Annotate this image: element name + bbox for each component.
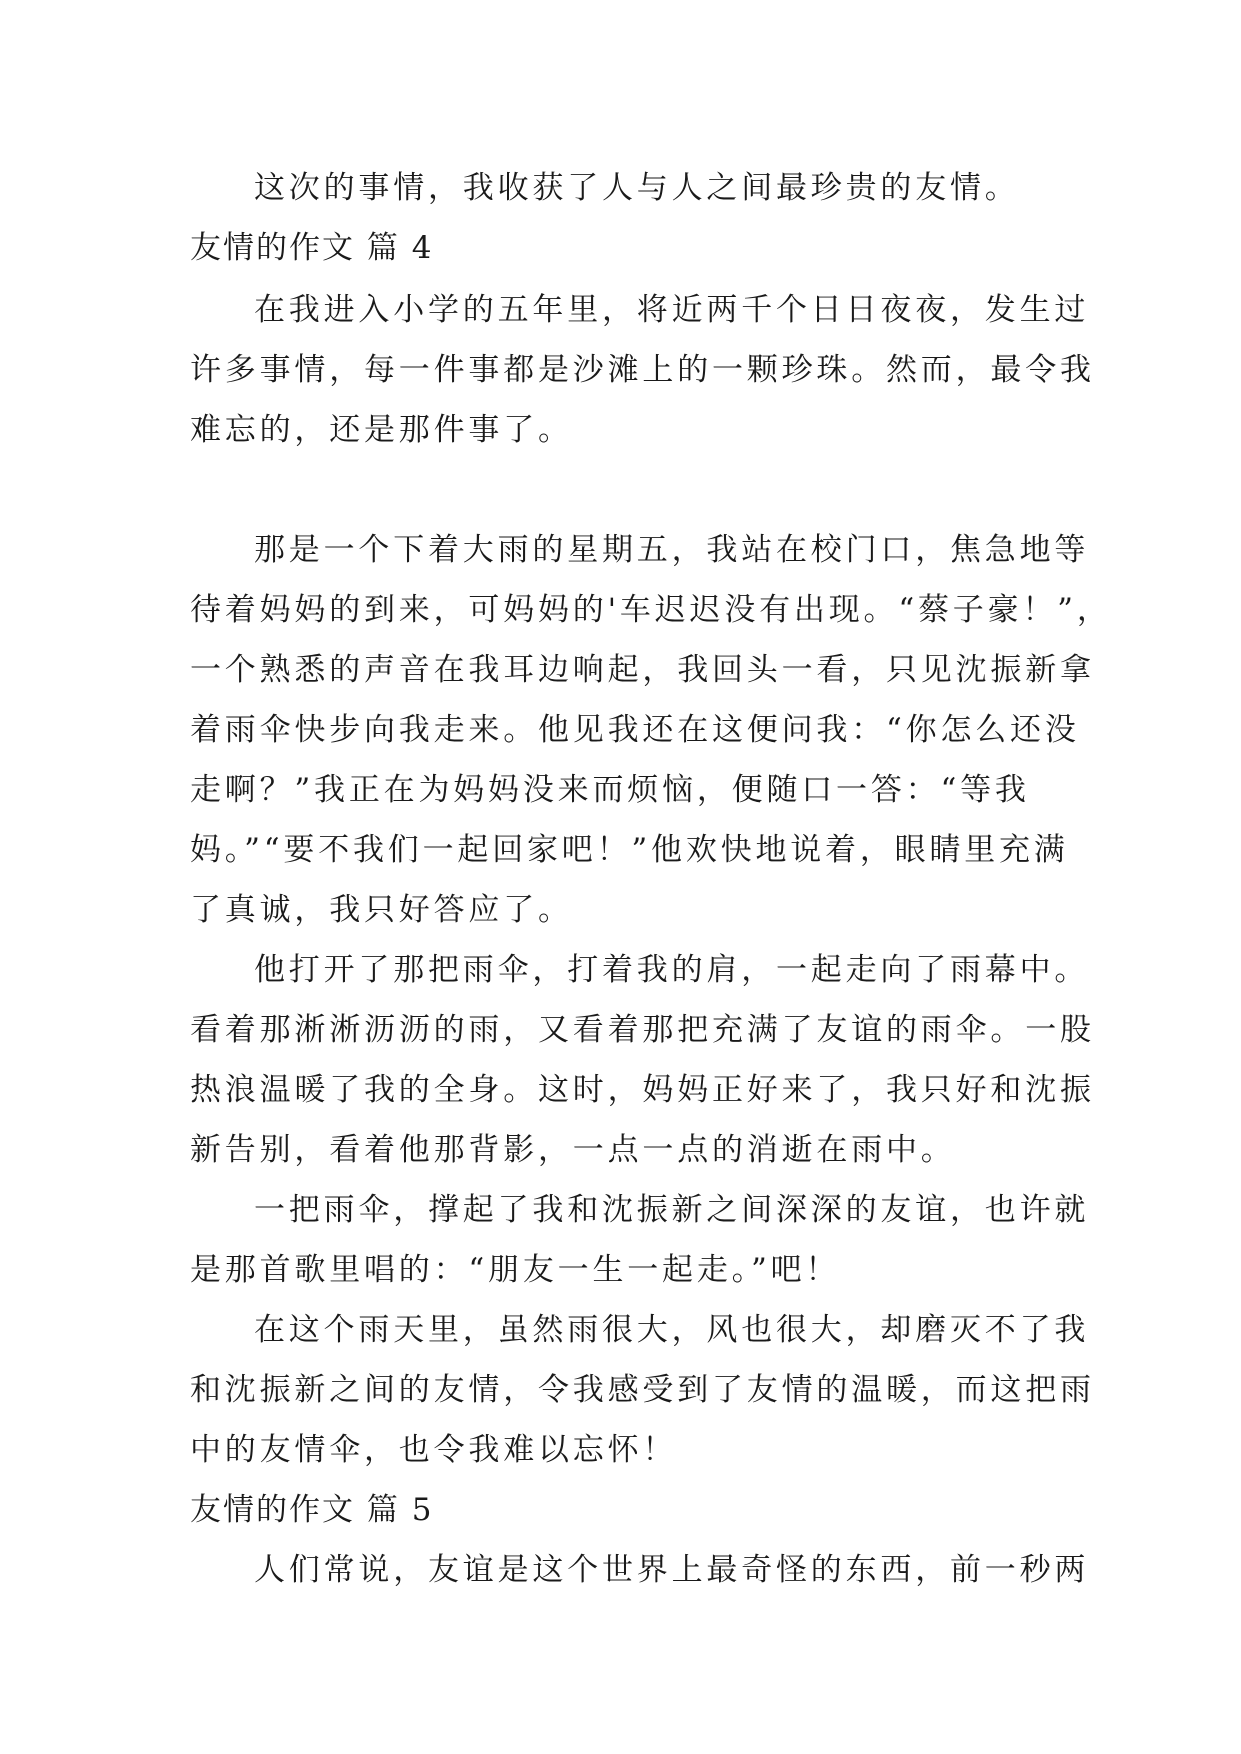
paragraph-line: 一个熟悉的声音在我耳边响起，我回头一看，只见沈振新拿 — [190, 652, 1095, 688]
paragraph-line: 难忘的，还是那件事了。 — [190, 412, 573, 448]
paragraph-line: 着雨伞快步向我走来。他见我还在这便问我：“你怎么还没 — [190, 712, 1080, 748]
paragraph-line: 待着妈妈的到来，可妈妈的'车迟迟没有出现。“蔡子豪！”， — [190, 592, 1112, 628]
paragraph-line: 许多事情，每一件事都是沙滩上的一颗珍珠。然而，最令我 — [190, 352, 1095, 388]
paragraph-line: 新告别，看着他那背影，一点一点的消逝在雨中。 — [190, 1132, 956, 1168]
section-heading: 友情的作文 篇 5 — [190, 1492, 434, 1528]
paragraph-line: 是那首歌里唱的：“朋友一生一起走。”吧！ — [190, 1252, 841, 1288]
paragraph-line: 妈。”“要不我们一起回家吧！”他欢快地说着，眼睛里充满 — [190, 832, 1069, 868]
paragraph-line: 那是一个下着大雨的星期五，我站在校门口，焦急地等 — [254, 532, 1090, 568]
paragraph-line: 走啊？”我正在为妈妈没来而烦恼，便随口一答：“等我 — [190, 772, 1030, 808]
paragraph-line: 在我进入小学的五年里，将近两千个日日夜夜，发生过 — [254, 292, 1090, 328]
paragraph-line: 了真诚，我只好答应了。 — [190, 892, 573, 928]
paragraph-line: 看着那淅淅沥沥的雨，又看着那把充满了友谊的雨伞。一股 — [190, 1012, 1095, 1048]
paragraph-line: 一把雨伞，撑起了我和沈振新之间深深的友谊，也许就 — [254, 1192, 1090, 1228]
paragraph-line: 中的友情伞，也令我难以忘怀！ — [190, 1432, 678, 1468]
paragraph-line: 热浪温暖了我的全身。这时，妈妈正好来了，我只好和沈振 — [190, 1072, 1095, 1108]
paragraph-line: 这次的事情，我收获了人与人之间最珍贵的友情。 — [254, 170, 1020, 206]
paragraph-line: 在这个雨天里，虽然雨很大，风也很大，却磨灭不了我 — [254, 1312, 1090, 1348]
paragraph-line: 和沈振新之间的友情，令我感受到了友情的温暖，而这把雨 — [190, 1372, 1095, 1408]
section-heading: 友情的作文 篇 4 — [190, 230, 434, 266]
paragraph-line: 人们常说，友谊是这个世界上最奇怪的东西，前一秒两 — [254, 1552, 1090, 1588]
paragraph-line: 他打开了那把雨伞，打着我的肩，一起走向了雨幕中。 — [254, 952, 1090, 988]
